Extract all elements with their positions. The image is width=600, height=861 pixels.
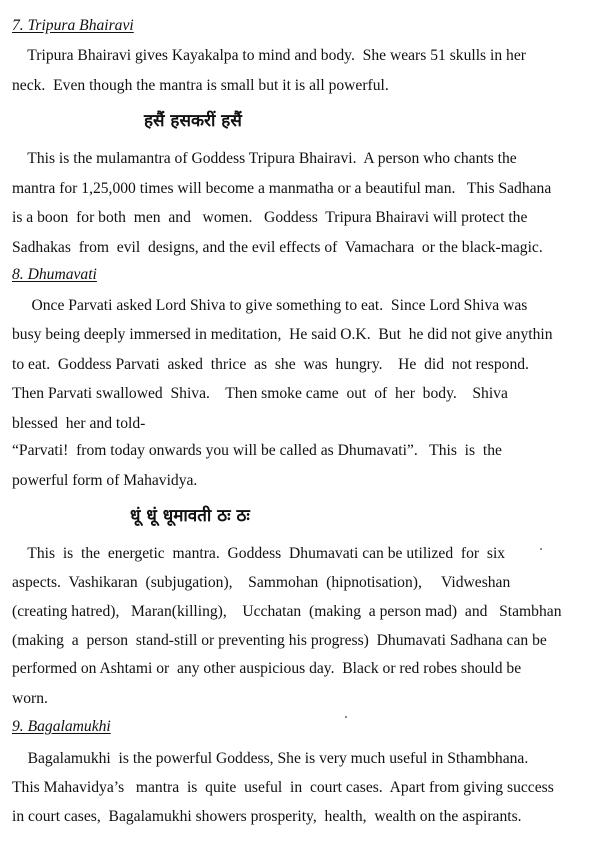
text-line: (making a person stand-still or preventing his progress) Dhumavati Sadhana can be [12,632,547,649]
scan-speck [345,716,347,718]
text-line: mantra for 1,25,000 times will become a manmatha or a beautiful man. This Sadhana [12,180,552,197]
text-line: Then Parvati swallowed Shiva. Then smoke came out of her body. Shiva [12,385,508,402]
text-line: busy being deeply immersed in meditation, He said O.K. But he did not give anythin [12,326,553,343]
section-heading-bagalamukhi: 9. Bagalamukhi [12,718,111,735]
text-line: “Parvati! from today onwards you will be called as Dhumavati”. This is the [12,442,502,459]
section-heading-tripura-bhairavi: 7. Tripura Bhairavi [12,17,134,34]
text-line: Once Parvati asked Lord Shiva to give something to eat. Since Lord Shiva was [12,297,528,314]
text-line: blessed her and told- [12,415,146,432]
text-line: This is the energetic mantra. Goddess Dhumavati can be utilized for six [12,545,506,562]
text-line: worn. [12,690,48,707]
text-line: This Mahavidya’s mantra is quite useful in court cases. Apart from giving success [12,779,554,796]
mantra-dhumavati: धूं धूं धूमावती ठः ठः [130,506,250,526]
text-line: (creating hatred), Maran(killing), Ucchatan (making a person mad) and Stambhan [12,603,562,620]
scan-speck [540,548,542,550]
text-line: neck. Even though the mantra is small but it is all powerful. [12,77,389,94]
text-line: performed on Ashtami or any other auspicious day. Black or red robes should be [12,660,522,677]
section-heading-dhumavati: 8. Dhumavati [12,266,97,283]
text-line: This is the mulamantra of Goddess Tripura Bhairavi. A person who chants the [12,150,517,167]
mantra-tripura-bhairavi: हसैं हसकरीं हसैं [144,111,242,131]
text-line: Sadhakas from evil designs, and the evil effects of Vamachara or the black-magic. [12,239,543,256]
text-line: aspects. Vashikaran (subjugation), Sammohan (hipnotisation), Vidweshan [12,574,511,591]
text-line: is a boon for both men and women. Goddess Tripura Bhairavi will protect the [12,209,528,226]
text-line: in court cases, Bagalamukhi showers prosperity, health, wealth on the aspirants. [12,808,522,825]
text-line: Bagalamukhi is the powerful Goddess, She is very much useful in Sthambhana. [12,750,529,767]
text-line: to eat. Goddess Parvati asked thrice as she was hungry. He did not respond. [12,356,529,373]
text-line: Tripura Bhairavi gives Kayakalpa to mind and body. She wears 51 skulls in her [12,47,526,64]
text-line: powerful form of Mahavidya. [12,472,198,489]
